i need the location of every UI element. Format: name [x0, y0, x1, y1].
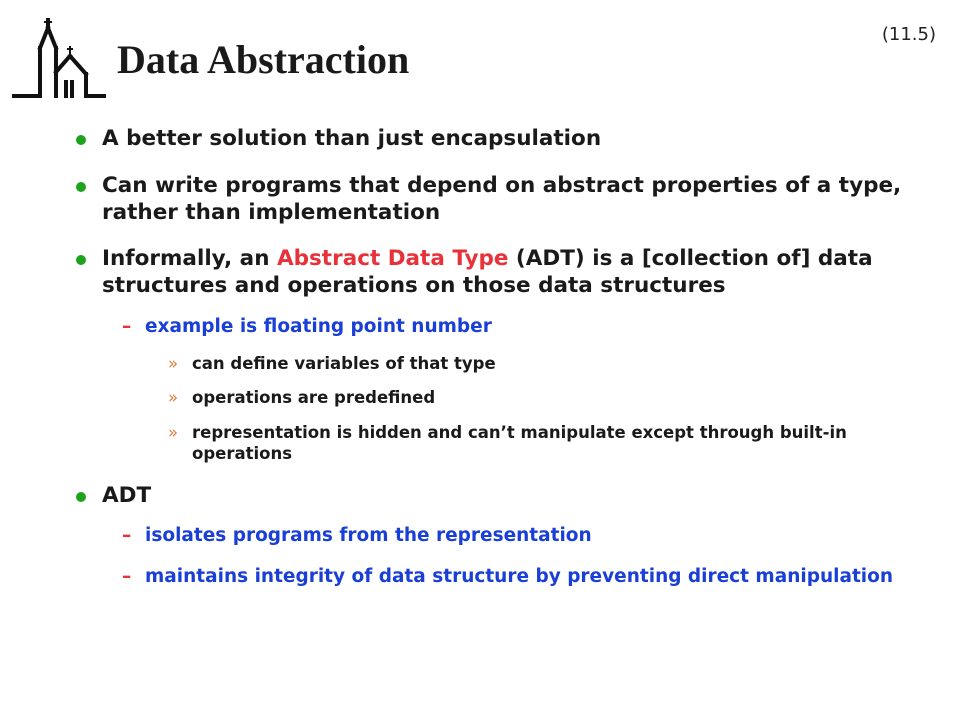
chevron-marker: » — [168, 354, 179, 373]
sub-bullet-text: maintains integrity of data structure by preventing direct manipulation — [145, 566, 894, 587]
bullet-text-suffix: (ADT) is a [collection of] data structures and operations on those data structures — [102, 246, 873, 298]
sub-bullet-item — [122, 524, 920, 547]
slide-title: Data Abstraction — [117, 37, 410, 82]
bullet-text-prefix: Informally, an — [102, 246, 277, 271]
sub-bullet-item — [122, 565, 920, 588]
bullet-item — [76, 172, 930, 226]
bullet-dot-icon — [76, 135, 86, 145]
bullet-text: Can write programs that depend on abstract properties of a type, rather than implementation — [102, 173, 902, 225]
bullet-text — [102, 245, 930, 299]
slide-number: (11.5) — [881, 24, 936, 45]
dash-marker: – — [122, 316, 132, 337]
dash-marker: – — [122, 525, 132, 546]
sub-sub-bullet-item — [168, 387, 920, 408]
chevron-marker: » — [168, 423, 179, 442]
bullet-dot-icon — [76, 255, 86, 265]
sub-bullet-text: isolates programs from the representation — [145, 525, 592, 546]
dash-marker: – — [122, 566, 132, 587]
sub-bullet-text: example is floating point number — [145, 316, 492, 337]
bullet-dot-icon — [76, 182, 86, 192]
sub-sub-bullet-item — [168, 353, 920, 374]
sub-sub-bullet-text: representation is hidden and can’t manipulate except through built-in operations — [192, 423, 847, 463]
church-logo — [12, 16, 108, 100]
sub-sub-bullet-text: operations are predefined — [192, 388, 436, 407]
sub-sub-bullet-text: can define variables of that type — [192, 354, 496, 373]
chevron-marker: » — [168, 388, 179, 407]
bullet-text: A better solution than just encapsulation — [102, 126, 602, 151]
bullet-item — [76, 482, 930, 509]
sub-bullet-item — [122, 315, 920, 338]
bullet-item — [76, 245, 930, 299]
sub-sub-bullet-item — [168, 422, 920, 464]
bullet-text: ADT — [102, 483, 152, 508]
bullet-item — [76, 125, 930, 152]
bullet-dot-icon — [76, 492, 86, 502]
highlight-term: Abstract Data Type — [276, 246, 509, 271]
